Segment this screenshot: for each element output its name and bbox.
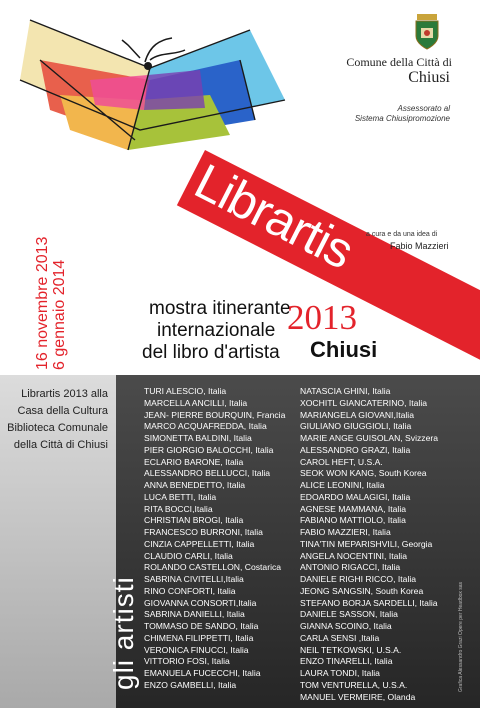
artist-row: CHIMENA FILIPPETTI, Italia	[144, 632, 254, 643]
artist-row: SEOK WON KANG, South Korea	[300, 468, 427, 479]
artist-row: TINA'TIN MEPARISHVILI, Georgia	[300, 538, 433, 549]
artist-row: GIANNA SCOINO, Italia	[300, 621, 392, 631]
artist-row: STEFANO BORJA SARDELLI, Italia	[300, 597, 438, 608]
subtitle-line3: del libro d'artista	[142, 342, 280, 363]
venue-text	[0, 386, 108, 454]
artist-row: TOMMASO DE SANDO, Italia	[144, 621, 259, 631]
artist-row: GIULIANO GIUGGIOLI, Italia	[300, 421, 412, 432]
artist-row: CINZIA CAPPELLETTI, Italia	[144, 538, 255, 549]
artist-row: LUCA BETTI, Italia	[144, 491, 217, 502]
artist-row: FABIO MAZZIERI, Italia	[300, 527, 391, 537]
venue-line3: Biblioteca Comunale	[7, 422, 108, 434]
artist-row: MANUEL VERMEIRE, Olanda	[300, 691, 416, 702]
artist-row: AGNESE MAMMANA, Italia	[300, 503, 407, 514]
artist-row: ANGELA NOCENTINI, Italia	[300, 550, 407, 561]
artist-row: SABRINA DANIELLI, Italia	[144, 609, 245, 620]
main-title: Librartis	[186, 152, 362, 280]
artist-row: RITA BOCCI,Italia	[144, 503, 213, 514]
exhibition-dates	[34, 237, 68, 370]
artist-row: TOM VENTURELLA, U.S.A.	[300, 679, 408, 690]
venue-line1: Librartis 2013 alla	[21, 388, 108, 400]
artist-row: SIMONETTA BALDINI, Italia	[144, 433, 252, 443]
exhibition-subtitle	[130, 298, 291, 364]
comune-city: Chiusi	[408, 69, 450, 86]
artist-row: VITTORIO FOSI, Italia	[144, 656, 230, 667]
artists-heading: gli artisti	[108, 576, 139, 690]
artists-list-col2	[300, 386, 480, 703]
artist-row: PIER GIORGIO BALOCCHI, Italia	[144, 444, 274, 455]
exhibition-city: Chiusi	[310, 337, 378, 362]
venue-line2: Casa della Cultura	[17, 405, 108, 417]
artist-row: RINO CONFORTI, Italia	[144, 585, 236, 596]
assessorato	[355, 104, 450, 124]
assessorato-line2: Sistema Chiusipromozione	[354, 114, 450, 123]
curated-by-label: a cura e da una idea di	[366, 231, 438, 238]
artist-row: LAURA TONDI, Italia	[300, 668, 380, 678]
artist-row: GIOVANNA CONSORTI,Italia	[144, 597, 257, 608]
comune-label: Comune della Città di	[346, 55, 452, 69]
subtitle-line2: internazionale	[157, 320, 276, 341]
artist-row: MARIE ANGE GUISOLAN, Svizzera	[300, 433, 439, 443]
artist-row: FABIANO MATTIOLO, Italia	[300, 515, 406, 526]
artist-row: ENZO TINARELLI, Italia	[300, 656, 393, 667]
artist-row: JEAN- PIERRE BOURQUIN, Francia	[144, 409, 286, 420]
artist-row: CHRISTIAN BROGI, Italia	[144, 515, 244, 526]
artist-row: CARLA SENSI ,Italia	[300, 632, 380, 643]
subtitle-line1: mostra itinerante	[149, 298, 291, 319]
artist-row: MARCELLA ANCILLI, Italia	[144, 397, 248, 408]
artist-row: ROLANDO CASTELLON, Costarica	[144, 562, 282, 573]
artist-row: ENZO GAMBELLI, Italia	[144, 679, 237, 690]
artist-row: ALESSANDRO GRAZI, Italia	[300, 444, 411, 455]
artist-row: ECLARIO BARONE, Italia	[144, 456, 244, 467]
artist-row: ALESSANDRO BELLUCCI, Italia	[144, 468, 271, 479]
artist-row: SABRINA CIVITELLI,Italia	[144, 574, 244, 584]
venue-line4: della Città di Chiusi	[13, 439, 108, 451]
artist-row: ANNA BENEDETTO, Italia	[144, 480, 246, 490]
artist-row: ANTONIO RIGACCI, Italia	[300, 562, 401, 573]
artist-row: NATASCIA GHINI, Italia	[300, 386, 391, 396]
artist-row: NEIL TETKOWSKI, U.S.A.	[300, 644, 402, 655]
city-crest-icon	[414, 14, 440, 50]
artist-row: TURI ALESCIO, Italia	[144, 386, 227, 396]
artist-row: ALICE LEONINI, Italia	[300, 480, 385, 490]
artist-row: DANIELE RIGHI RICCO, Italia	[300, 574, 417, 584]
artist-row: EDOARDO MALAGIGI, Italia	[300, 491, 411, 502]
artist-row: FRANCESCO BURRONI, Italia	[144, 527, 263, 537]
curator-name: Fabio Mazzieri	[390, 241, 449, 251]
flying-book-illustration	[0, 0, 300, 170]
graphic-credit: Grafica Alessandro Grazi Opere per Headbox sas	[458, 581, 464, 692]
artist-row: CLAUDIO CARLI, Italia	[144, 550, 233, 561]
artist-row: CAROL HEFT, U.S.A.	[300, 456, 383, 467]
artist-row: MARCO ACQUAFREDDA, Italia	[144, 421, 267, 432]
artist-row: VERONICA FINUCCI, Italia	[144, 644, 249, 655]
end-date: 6 gennaio 2014	[51, 259, 68, 370]
artist-row: JEONG SANGSIN, South Korea	[300, 585, 424, 596]
artist-row: DANIELE SASSON, Italia	[300, 609, 398, 620]
assessorato-line1: Assessorato al	[397, 104, 450, 113]
start-date: 16 novembre 2013	[34, 236, 51, 370]
artist-row: MARIANGELA GIOVANI,Italia	[300, 409, 414, 420]
artist-row: XOCHITL GIANCATERINO, Italia	[300, 397, 428, 408]
exhibition-year: 2013	[287, 298, 357, 337]
artist-row: EMANUELA FUCECCHI, Italia	[144, 668, 261, 678]
